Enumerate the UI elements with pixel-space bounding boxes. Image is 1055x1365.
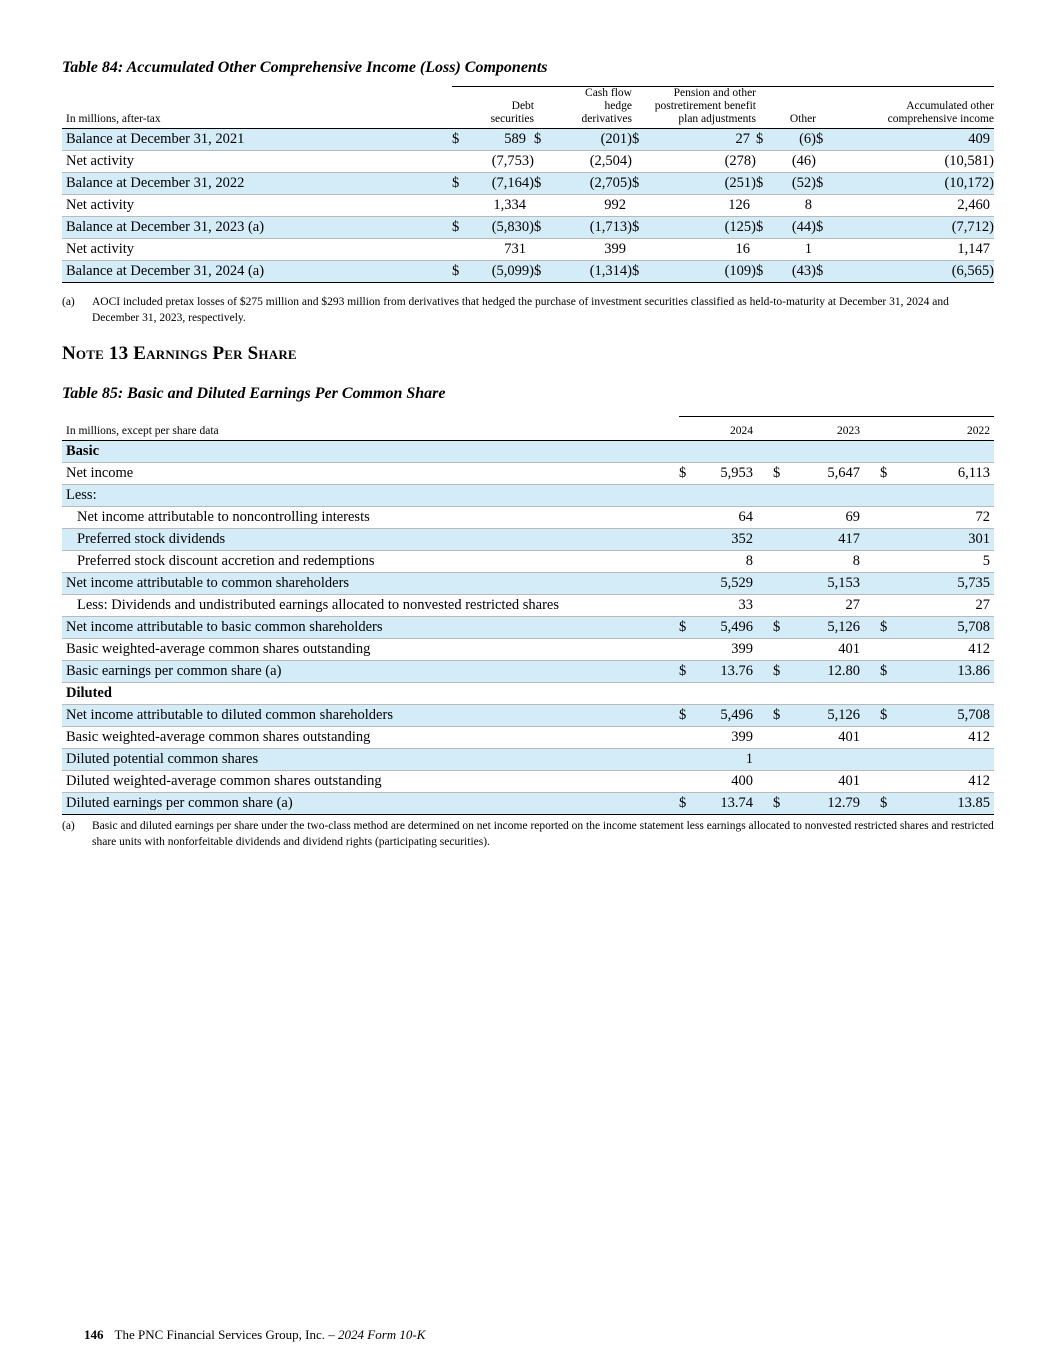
cell-value: 401: [787, 727, 880, 749]
table85-footnote: [62, 818, 994, 850]
table-row: [62, 239, 994, 261]
currency-symbol: [679, 683, 693, 705]
cell-value: 126: [646, 195, 756, 217]
currency-symbol: [880, 683, 894, 705]
table84-title: Table 84: Accumulated Other Comprehensive Income (Loss) Components: [62, 59, 548, 76]
currency-symbol: [880, 507, 894, 529]
cell-value: 13.74: [693, 793, 773, 815]
currency-symbol: $: [452, 129, 466, 151]
cell-value: (10,172): [830, 173, 994, 195]
currency-symbol: [679, 507, 693, 529]
cell-value: 401: [787, 639, 880, 661]
table84-footnote: [62, 294, 994, 326]
row-label: Balance at December 31, 2023 (a): [62, 217, 452, 239]
currency-symbol: $: [534, 261, 548, 283]
table-row: [62, 441, 994, 463]
currency-symbol: [452, 239, 466, 261]
table-row: [62, 683, 994, 705]
currency-symbol: $: [816, 217, 830, 239]
currency-symbol: [534, 151, 548, 173]
cell-value: 13.85: [894, 793, 994, 815]
row-label: Preferred stock dividends: [62, 529, 679, 551]
footer-form: 2024 Form 10-K: [338, 1327, 426, 1342]
footnote-mark: (a): [62, 296, 75, 308]
currency-symbol: $: [679, 463, 693, 485]
currency-symbol: $: [816, 129, 830, 151]
cell-value: 731: [466, 239, 534, 261]
cell-value: 5,153: [787, 573, 880, 595]
table-row: [62, 507, 994, 529]
currency-symbol: [632, 239, 646, 261]
cell-value: [693, 485, 773, 507]
cell-value: 5,953: [693, 463, 773, 485]
currency-symbol: [880, 771, 894, 793]
currency-symbol: [773, 771, 787, 793]
row-label: Basic weighted-average common shares outstanding: [62, 727, 679, 749]
currency-symbol: [773, 573, 787, 595]
cell-value: 72: [894, 507, 994, 529]
row-label: Net income attributable to common shareholders: [62, 573, 679, 595]
page-footer: [84, 1327, 425, 1343]
row-label: Preferred stock discount accretion and redemptions: [62, 551, 679, 573]
col-accumulated: Accumulated other comprehensive income: [830, 87, 994, 129]
cell-value: 412: [894, 639, 994, 661]
cell-value: 5,647: [787, 463, 880, 485]
row-label: Net income attributable to basic common shareholders: [62, 617, 679, 639]
currency-symbol: [773, 595, 787, 617]
row-label: Basic weighted-average common shares outstanding: [62, 639, 679, 661]
currency-symbol: [880, 441, 894, 463]
currency-symbol: [816, 151, 830, 173]
cell-value: (44): [770, 217, 816, 239]
cell-value: 589: [466, 129, 534, 151]
row-label: Basic: [62, 441, 679, 463]
currency-symbol: [756, 151, 770, 173]
footnote-text: AOCI included pretax losses of $275 million and $293 million from derivatives that hedged the purchase of investment securities classified as held-to-maturity at December 31, 2024 and December 31, 2023, respectively.: [92, 296, 949, 324]
cell-value: (2,705): [548, 173, 632, 195]
row-label: Diluted weighted-average common shares outstanding: [62, 771, 679, 793]
currency-symbol: [773, 441, 787, 463]
table-row: [62, 217, 994, 239]
cell-value: (43): [770, 261, 816, 283]
row-label: Net activity: [62, 195, 452, 217]
cell-value: (52): [770, 173, 816, 195]
table-row: [62, 617, 994, 639]
cell-value: 401: [787, 771, 880, 793]
currency-symbol: [534, 239, 548, 261]
currency-symbol: [679, 441, 693, 463]
currency-symbol: [773, 551, 787, 573]
cell-value: 412: [894, 771, 994, 793]
col-2024: 2024: [693, 417, 773, 441]
row-label: Balance at December 31, 2024 (a): [62, 261, 452, 283]
table84-header-label: In millions, after-tax: [66, 113, 161, 125]
cell-value: 2,460: [830, 195, 994, 217]
currency-symbol: [679, 595, 693, 617]
row-label: Diluted potential common shares: [62, 749, 679, 771]
cell-value: 1,334: [466, 195, 534, 217]
currency-symbol: $: [452, 261, 466, 283]
currency-symbol: [773, 727, 787, 749]
table-row: [62, 749, 994, 771]
currency-symbol: $: [880, 705, 894, 727]
cell-value: [787, 749, 880, 771]
cell-value: [894, 485, 994, 507]
currency-symbol: [816, 239, 830, 261]
cell-value: 5,735: [894, 573, 994, 595]
cell-value: 69: [787, 507, 880, 529]
table-row: [62, 485, 994, 507]
table-row: [62, 771, 994, 793]
row-label: Diluted earnings per common share (a): [62, 793, 679, 815]
table-row: [62, 261, 994, 283]
cell-value: (201): [548, 129, 632, 151]
cell-value: 27: [894, 595, 994, 617]
currency-symbol: [880, 551, 894, 573]
row-label: Basic earnings per common share (a): [62, 661, 679, 683]
cell-value: 5,529: [693, 573, 773, 595]
table-row: [62, 129, 994, 151]
currency-symbol: $: [679, 705, 693, 727]
cell-value: (5,830): [466, 217, 534, 239]
row-label: Net income: [62, 463, 679, 485]
row-label: Net activity: [62, 239, 452, 261]
currency-symbol: $: [452, 217, 466, 239]
table-row: [62, 463, 994, 485]
currency-symbol: [880, 573, 894, 595]
row-label: Diluted: [62, 683, 679, 705]
table-row: [62, 727, 994, 749]
cell-value: (1,314): [548, 261, 632, 283]
cell-value: 399: [548, 239, 632, 261]
cell-value: (251): [646, 173, 756, 195]
cell-value: [787, 485, 880, 507]
currency-symbol: $: [880, 617, 894, 639]
cell-value: (1,713): [548, 217, 632, 239]
currency-symbol: [773, 749, 787, 771]
cell-value: [894, 683, 994, 705]
currency-symbol: [679, 639, 693, 661]
cell-value: 399: [693, 639, 773, 661]
currency-symbol: $: [534, 173, 548, 195]
cell-value: 8: [770, 195, 816, 217]
table-row: [62, 151, 994, 173]
footnote-text: Basic and diluted earnings per share under the two-class method are determined on net income reported on the income statement less earnings allocated to nonvested restricted shares and restricted share units with nonforfeitable dividends and dividend rights (participating securities).: [92, 820, 994, 848]
currency-symbol: $: [773, 463, 787, 485]
col-cash-flow-hedge: Cash flow hedge derivatives: [548, 87, 632, 129]
cell-value: (109): [646, 261, 756, 283]
cell-value: 12.79: [787, 793, 880, 815]
note-heading: Note 13 Earnings Per Share: [62, 343, 297, 364]
cell-value: 1,147: [830, 239, 994, 261]
footnote-mark: (a): [62, 820, 75, 832]
cell-value: [894, 749, 994, 771]
table-row: [62, 639, 994, 661]
cell-value: 16: [646, 239, 756, 261]
currency-symbol: [880, 529, 894, 551]
currency-symbol: $: [632, 217, 646, 239]
currency-symbol: $: [756, 129, 770, 151]
col-2023: 2023: [787, 417, 880, 441]
cell-value: 301: [894, 529, 994, 551]
cell-value: (2,504): [548, 151, 632, 173]
currency-symbol: [632, 195, 646, 217]
currency-symbol: $: [534, 129, 548, 151]
currency-symbol: [679, 529, 693, 551]
cell-value: (7,712): [830, 217, 994, 239]
cell-value: 412: [894, 727, 994, 749]
cell-value: 33: [693, 595, 773, 617]
cell-value: 5,708: [894, 705, 994, 727]
cell-value: (278): [646, 151, 756, 173]
cell-value: 27: [646, 129, 756, 151]
table-row: [62, 195, 994, 217]
currency-symbol: [452, 151, 466, 173]
table84: [62, 86, 994, 283]
cell-value: 5,126: [787, 617, 880, 639]
row-label: Net income attributable to diluted common shareholders: [62, 705, 679, 727]
cell-value: 5: [894, 551, 994, 573]
table-row: [62, 661, 994, 683]
currency-symbol: [756, 195, 770, 217]
table-row: [62, 573, 994, 595]
table85-title: Table 85: Basic and Diluted Earnings Per Common Share: [62, 385, 446, 402]
currency-symbol: [679, 749, 693, 771]
cell-value: 12.80: [787, 661, 880, 683]
currency-symbol: [773, 529, 787, 551]
currency-symbol: [880, 485, 894, 507]
currency-symbol: [452, 195, 466, 217]
row-label: Balance at December 31, 2022: [62, 173, 452, 195]
currency-symbol: $: [756, 217, 770, 239]
currency-symbol: [880, 595, 894, 617]
currency-symbol: $: [816, 173, 830, 195]
currency-symbol: [679, 485, 693, 507]
currency-symbol: $: [756, 173, 770, 195]
currency-symbol: $: [679, 793, 693, 815]
page-number: 146: [84, 1327, 104, 1342]
row-label: Net income attributable to noncontrolling interests: [62, 507, 679, 529]
currency-symbol: [679, 573, 693, 595]
cell-value: [894, 441, 994, 463]
cell-value: (46): [770, 151, 816, 173]
col-debt-securities: Debt securities: [466, 87, 534, 129]
cell-value: 6,113: [894, 463, 994, 485]
cell-value: 8: [787, 551, 880, 573]
currency-symbol: $: [632, 129, 646, 151]
currency-symbol: $: [773, 617, 787, 639]
currency-symbol: $: [534, 217, 548, 239]
currency-symbol: [880, 639, 894, 661]
table85: [62, 416, 994, 815]
table-row: [62, 793, 994, 815]
cell-value: [693, 683, 773, 705]
currency-symbol: $: [880, 463, 894, 485]
cell-value: (6,565): [830, 261, 994, 283]
cell-value: 5,496: [693, 617, 773, 639]
currency-symbol: [632, 151, 646, 173]
footer-company: The PNC Financial Services Group, Inc. –: [114, 1327, 335, 1342]
currency-symbol: $: [452, 173, 466, 195]
cell-value: (7,753): [466, 151, 534, 173]
cell-value: 409: [830, 129, 994, 151]
col-2022: 2022: [894, 417, 994, 441]
currency-symbol: [773, 507, 787, 529]
currency-symbol: [756, 239, 770, 261]
cell-value: (125): [646, 217, 756, 239]
table85-header-label: In millions, except per share data: [66, 425, 219, 437]
cell-value: (5,099): [466, 261, 534, 283]
cell-value: (6): [770, 129, 816, 151]
currency-symbol: [534, 195, 548, 217]
currency-symbol: $: [773, 705, 787, 727]
cell-value: (7,164): [466, 173, 534, 195]
cell-value: 1: [693, 749, 773, 771]
currency-symbol: [816, 195, 830, 217]
currency-symbol: $: [773, 793, 787, 815]
row-label: Net activity: [62, 151, 452, 173]
currency-symbol: $: [756, 261, 770, 283]
col-pension: Pension and other postretirement benefit plan adjustments: [646, 87, 756, 129]
cell-value: 5,496: [693, 705, 773, 727]
currency-symbol: [773, 639, 787, 661]
currency-symbol: $: [880, 793, 894, 815]
cell-value: 399: [693, 727, 773, 749]
cell-value: 13.86: [894, 661, 994, 683]
currency-symbol: [679, 727, 693, 749]
cell-value: 27: [787, 595, 880, 617]
cell-value: 5,708: [894, 617, 994, 639]
cell-value: 8: [693, 551, 773, 573]
cell-value: 400: [693, 771, 773, 793]
row-label: Balance at December 31, 2021: [62, 129, 452, 151]
currency-symbol: [880, 727, 894, 749]
currency-symbol: [679, 771, 693, 793]
cell-value: 417: [787, 529, 880, 551]
cell-value: [787, 441, 880, 463]
cell-value: 992: [548, 195, 632, 217]
currency-symbol: $: [679, 617, 693, 639]
currency-symbol: $: [632, 173, 646, 195]
row-label: Less: Dividends and undistributed earnings allocated to nonvested restricted shares: [62, 595, 679, 617]
table-row: [62, 595, 994, 617]
cell-value: 1: [770, 239, 816, 261]
table-row: [62, 173, 994, 195]
currency-symbol: $: [773, 661, 787, 683]
currency-symbol: [679, 551, 693, 573]
cell-value: 352: [693, 529, 773, 551]
table-row: [62, 529, 994, 551]
currency-symbol: [773, 485, 787, 507]
cell-value: [693, 441, 773, 463]
cell-value: 13.76: [693, 661, 773, 683]
cell-value: [787, 683, 880, 705]
cell-value: (10,581): [830, 151, 994, 173]
cell-value: 64: [693, 507, 773, 529]
currency-symbol: $: [679, 661, 693, 683]
currency-symbol: $: [816, 261, 830, 283]
table-row: [62, 551, 994, 573]
table-row: [62, 705, 994, 727]
row-label: Less:: [62, 485, 679, 507]
cell-value: 5,126: [787, 705, 880, 727]
col-other: Other: [770, 87, 816, 129]
currency-symbol: [773, 683, 787, 705]
currency-symbol: $: [632, 261, 646, 283]
currency-symbol: $: [880, 661, 894, 683]
currency-symbol: [880, 749, 894, 771]
table84-header: [62, 87, 994, 129]
table85-header: [62, 417, 994, 441]
